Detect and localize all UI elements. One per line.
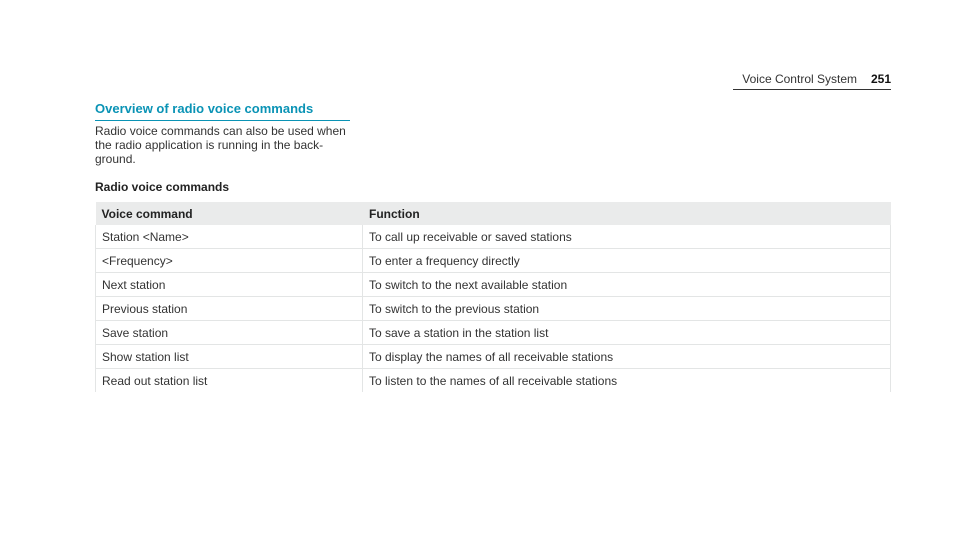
- running-header-title: Voice Control System: [742, 72, 857, 86]
- column-header-voice-command: Voice command: [96, 202, 363, 225]
- voice-command-cell: Show station list: [96, 345, 363, 369]
- function-cell: To display the names of all receivable stations: [363, 345, 891, 369]
- voice-command-cell: <Frequency>: [96, 249, 363, 273]
- function-cell: To call up receivable or saved stations: [363, 225, 891, 249]
- section-heading: Overview of radio voice commands: [95, 101, 350, 121]
- table-row: [96, 273, 891, 297]
- function-cell: To listen to the names of all receivable stations: [363, 369, 891, 393]
- function-cell: To switch to the previous station: [363, 297, 891, 321]
- function-cell: To save a station in the station list: [363, 321, 891, 345]
- table-row: [96, 297, 891, 321]
- page-number: 251: [870, 72, 891, 86]
- function-cell: To enter a frequency directly: [363, 249, 891, 273]
- voice-command-cell: Save station: [96, 321, 363, 345]
- voice-command-cell: Station <Name>: [96, 225, 363, 249]
- voice-command-cell: Read out station list: [96, 369, 363, 393]
- function-cell: To switch to the next available station: [363, 273, 891, 297]
- table-caption: Radio voice commands: [95, 180, 230, 194]
- table-row: [96, 321, 891, 345]
- column-header-function: Function: [363, 202, 891, 225]
- running-header: [733, 73, 891, 90]
- table-row: [96, 345, 891, 369]
- voice-command-table: [95, 202, 891, 392]
- table-row: [96, 369, 891, 393]
- table-header-row: [96, 202, 891, 225]
- table-row: [96, 225, 891, 249]
- intro-paragraph: Radio voice commands can also be used when the radio application is running in the back- ground.: [95, 124, 346, 166]
- voice-command-cell: Next station: [96, 273, 363, 297]
- table-row: [96, 249, 891, 273]
- voice-command-cell: Previous station: [96, 297, 363, 321]
